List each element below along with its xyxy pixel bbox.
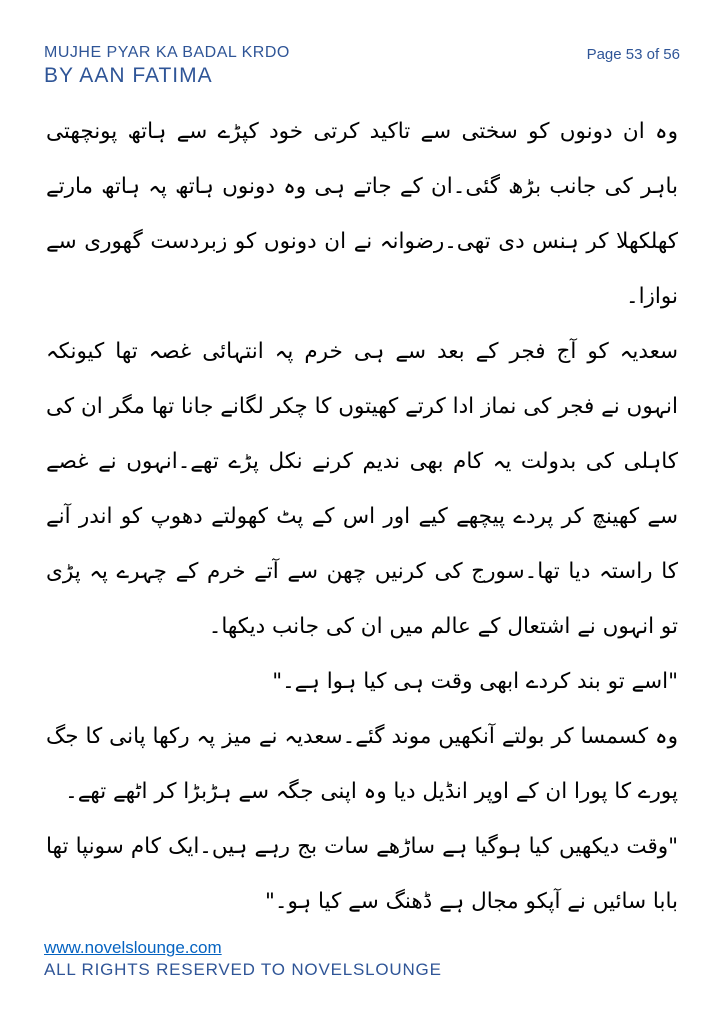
page-footer <box>44 938 684 980</box>
rights-notice: ALL RIGHTS RESERVED TO NOVELSLOUNGE <box>44 960 442 979</box>
page-number: Page 53 of 56 <box>586 46 680 63</box>
paragraph-1: وہ ان دونوں کو سختی سے تاکید کرتی خود کپڑے سے ہاتھ پونچھتی باہر کی جانب بڑھ گئی۔ان کے جاتے ہی وہ دونوں ہاتھ پہ ہاتھ مارتے کھلکھلا کر ہنس دی تھی۔رضوانہ نے ان دونوں کو زبردست گھوری سے نوازا۔ <box>46 119 678 309</box>
dialogue-1: "اسے تو بند کردے ابھی وقت ہی کیا ہوا ہے۔" <box>272 669 678 694</box>
page-header <box>44 44 684 96</box>
story-text <box>46 104 678 929</box>
website-link[interactable]: www.novelslounge.com <box>44 938 222 957</box>
dialogue-2: "وقت دیکھیں کیا ہوگیا ہے ساڑھے سات بج رہے ہیں۔ایک کام سونپا تھا بابا سائیں نے آپکو مجال ہے ڈھنگ سے کیا ہو۔" <box>46 834 678 914</box>
book-title: MUJHE PYAR KA BADAL KRDO <box>44 44 290 61</box>
paragraph-2: سعدیہ کو آج فجر کے بعد سے ہی خرم پہ انتہائی غصہ تھا کیونکہ انہوں نے فجر کی نماز ادا کرتے کھیتوں کا چکر لگانے جانا تھا مگر ان کی کاہلی کی بدولت یہ کام بھی ندیم کرنے نکل پڑے تھے۔انہوں نے غصے سے کھینچ کر پردے پیچھے کیے اور اس کے پٹ کھولتے دھوپ کو اندر آنے کا راستہ دیا تھا۔سورج کی کرنیں چھن سے آتے خرم کے چہرے پہ پڑی تو انہوں نے اشتعال کے عالم میں ان کی جانب دیکھا۔ <box>46 339 678 639</box>
paragraph-3: وہ کسمسا کر بولتے آنکھیں موند گئے۔سعدیہ نے میز پہ رکھا پانی کا جگ پورے کا پورا ان کے اوپر انڈیل دیا وہ اپنی جگہ سے ہڑبڑا کر اٹھے تھے۔ <box>46 724 678 804</box>
author-name: BY AAN FATIMA <box>44 64 213 87</box>
